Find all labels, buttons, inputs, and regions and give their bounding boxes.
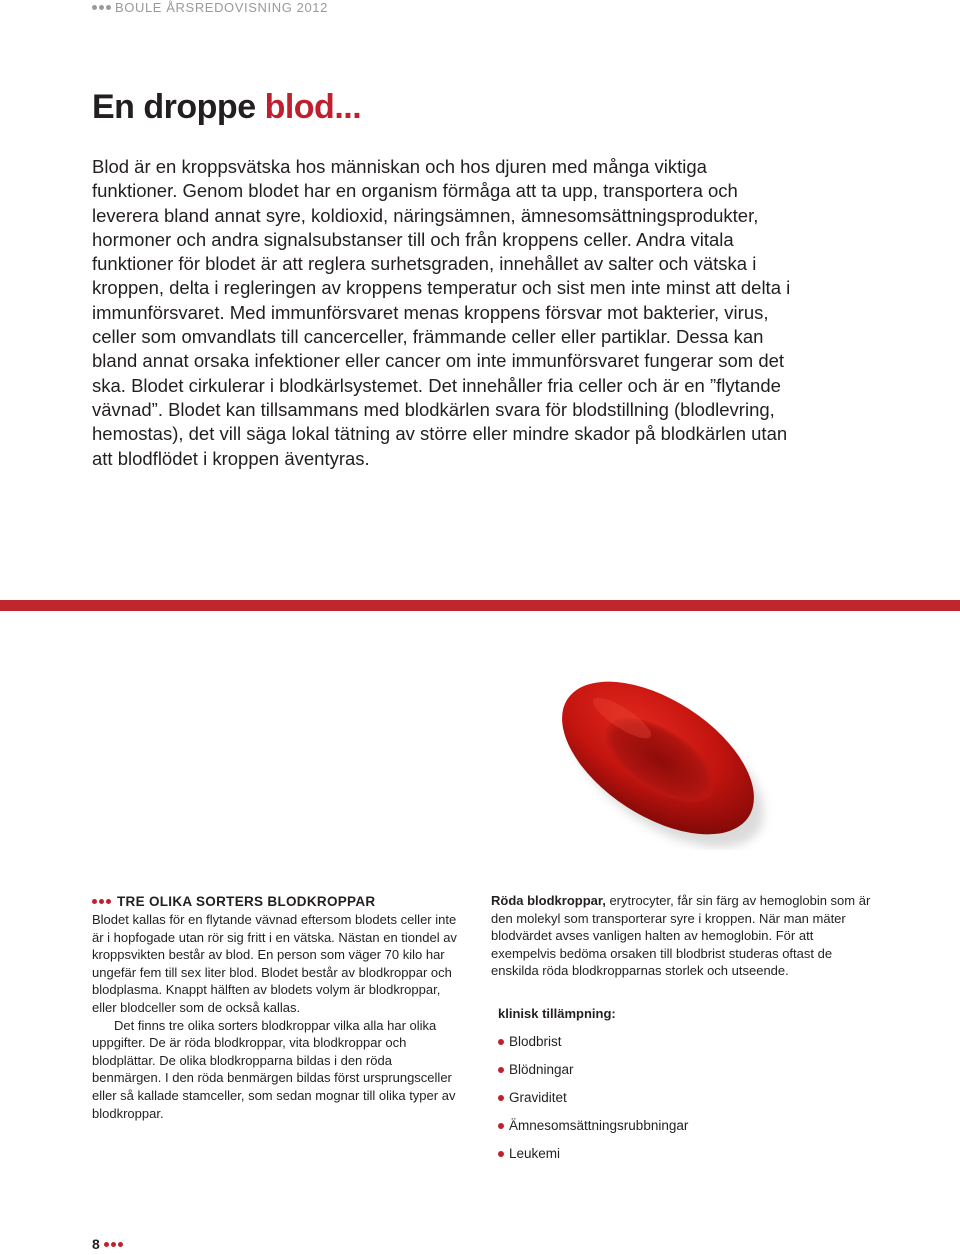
three-dots-icon xyxy=(92,5,111,10)
running-head xyxy=(92,0,328,15)
page-folio xyxy=(92,1236,123,1252)
red-divider-band xyxy=(0,600,960,611)
bullet-icon xyxy=(498,1095,504,1101)
list-item xyxy=(498,1034,688,1062)
three-dots-icon xyxy=(104,1242,123,1247)
title-main: En droppe xyxy=(92,88,265,126)
list-item-label: Graviditet xyxy=(509,1090,567,1105)
bullet-icon xyxy=(498,1067,504,1073)
rbc-paragraph xyxy=(491,892,876,980)
page-title xyxy=(92,88,361,127)
rbc-text: erytrocyter, får sin färg av hemoglobin som är den molekyl som transporterar syre i kroppen. När man mäter blodvärdet avses vanligen halten av hemoglobin. För att exempelvis bedöma orsaken till blodbrist studeras oftast de enskilda röda blodkropparnas storlek och utseende. xyxy=(491,893,871,979)
list-item-label: Blodbrist xyxy=(509,1034,562,1049)
red-blood-cell-icon xyxy=(540,660,780,850)
title-accent: blod... xyxy=(264,88,362,126)
box-title: TRE OLIKA SORTERS BLODKROPPAR xyxy=(117,894,376,909)
list-item-label: Blödningar xyxy=(509,1062,574,1077)
red-blood-cell-image xyxy=(540,660,780,850)
list-item xyxy=(498,1090,688,1118)
box-heading xyxy=(92,894,464,909)
box-paragraph-1: Blodet kallas för en flytande vävnad eftersom blodets celler inte är i hopfogade utan rör sig fritt i en vätska. Nästan en tiondel av kroppsvikten består av blod. En person som väger 70 kilo har ungefär fem till sex liter blod. Blodet består av blodkroppar och blodplasma. Knappt hälften av blodets volym är blodkroppar, eller blodceller som de också kallas. xyxy=(92,912,457,1015)
list-item-label: Leukemi xyxy=(509,1146,561,1161)
bullet-icon xyxy=(498,1039,504,1045)
bullet-icon xyxy=(498,1123,504,1129)
list-item-label: Ämnesomsättningsrubbningar xyxy=(509,1118,689,1133)
list-item xyxy=(498,1118,688,1146)
intro-paragraph: Blod är en kroppsvätska hos människan och hos djuren med många viktiga funktioner. Genom blodet har en organism förmåga att ta upp, transportera och leverera bland annat syre, koldioxid, näringsämnen, ämnesomsättningsprodukter, hormoner och andra signalsubstanser till och från kroppens celler. Andra vitala funktioner för blodet är att reglera surhetsgraden, innehållet av salter och vätska i kroppen, delta i regleringen av kroppens temperatur och sist men inte minst att delta i immunförsvaret. Med immunförsvaret menas kroppens försvar mot bakterier, virus, celler som omvandlats till cancerceller, främmande celler eller partiklar. Dessa kan bland annat orsaka infektioner eller cancer om inte immunförsvaret fungerar som det ska. Blodet cirkulerar i blodkärlsystemet. Det innehåller fria celler och är en ”flytande vävnad”. Blodet kan tillsammans med blodkärlen svara för blodstillning (blodlevring, hemostas), det vill säga lokal tätning av större eller mindre skador på blodkärlen utan att blodflödet i kroppen äventyras. xyxy=(92,156,791,469)
running-title: BOULE ÅRSREDOVISNING 2012 xyxy=(115,0,328,15)
three-dots-icon xyxy=(92,899,111,904)
bullet-icon xyxy=(498,1151,504,1157)
box-paragraph-2: Det finns tre olika sorters blodkroppar vilka alla har olika uppgifter. De är röda blodkroppar, vita blodkroppar och blodplättar. De olika blodkropparna bildas i den röda benmärgen. I den röda benmärgen bildas först ursprungsceller eller så kallade stamceller, som sedan mognar till olika typer av blodkroppar. xyxy=(92,1017,456,1121)
rbc-term: Röda blodkroppar, xyxy=(491,893,606,908)
clinical-heading: klinisk tillämpning: xyxy=(498,1006,616,1021)
rbc-description xyxy=(491,892,876,980)
list-item xyxy=(498,1062,688,1090)
page-number: 8 xyxy=(92,1236,100,1252)
blood-cells-box xyxy=(92,894,464,1122)
clinical-list xyxy=(498,1034,688,1174)
list-item xyxy=(498,1146,688,1174)
